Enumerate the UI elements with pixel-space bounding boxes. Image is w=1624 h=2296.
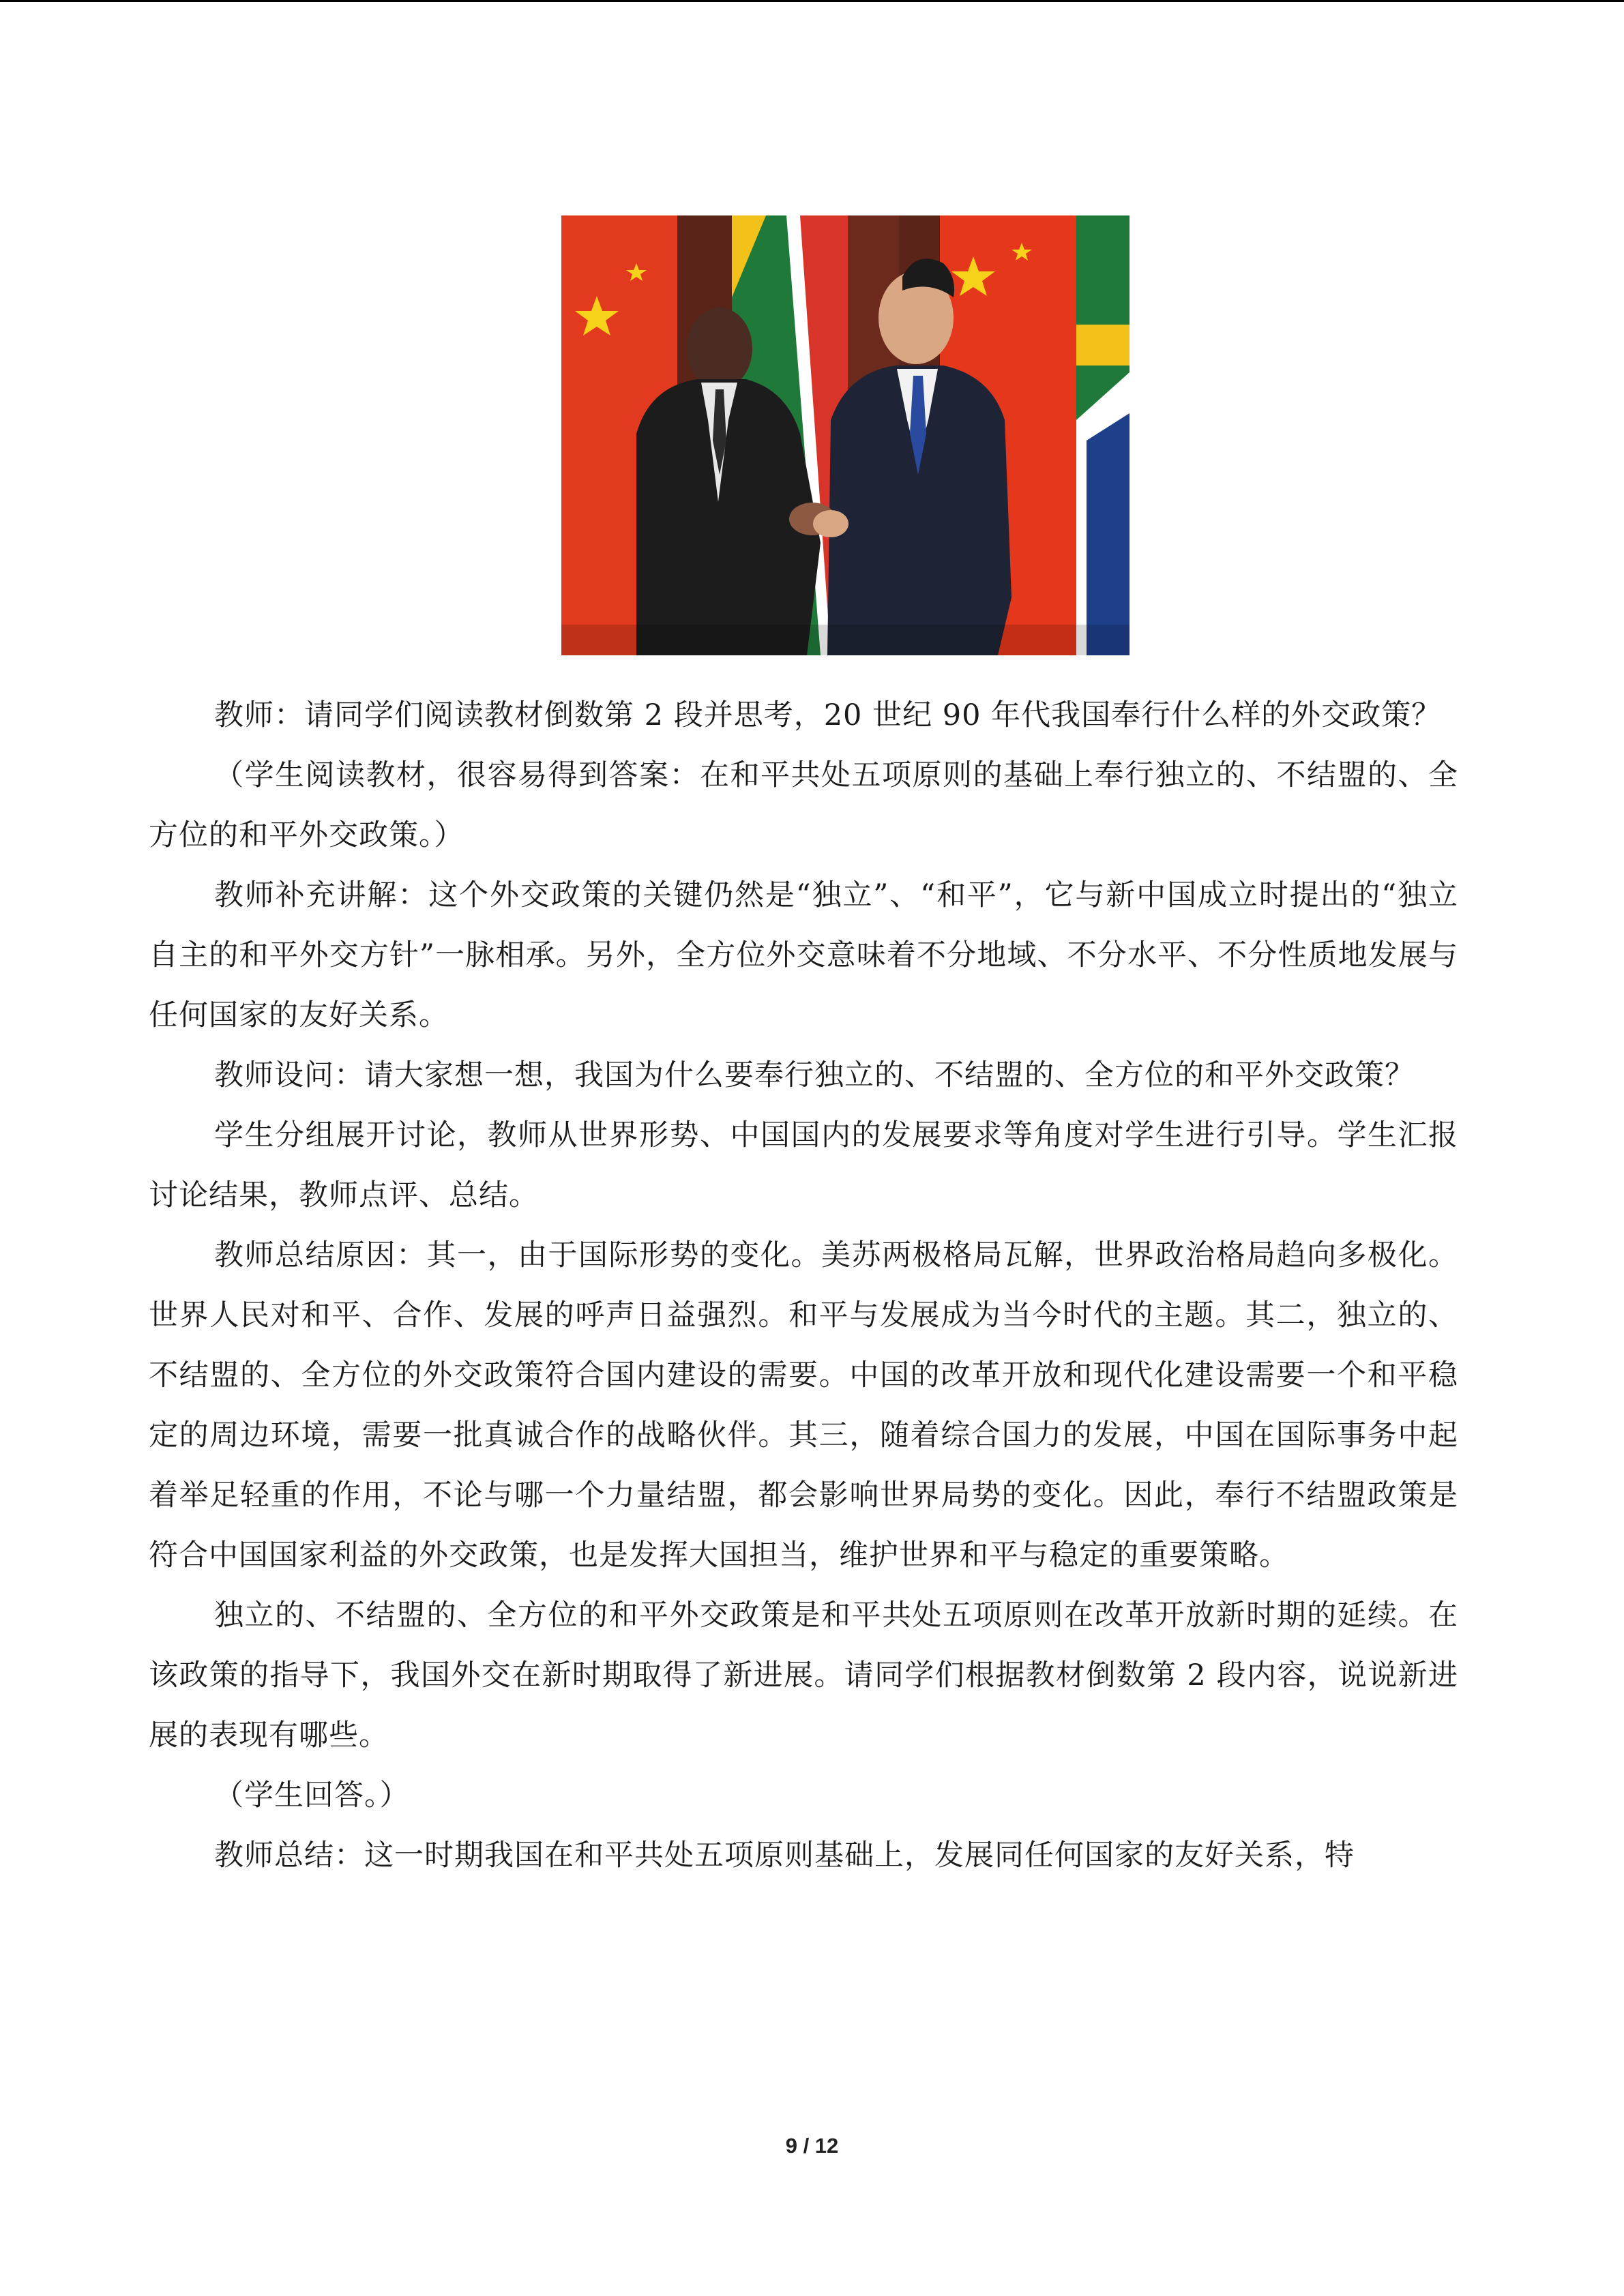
body-text: [149, 685, 1458, 1885]
paragraph-teacher-summary: 教师总结：这一时期我国在和平共处五项原则基础上，发展同任何国家的友好关系，特: [214, 1838, 1355, 1873]
paragraph-teacher-supplement: 教师补充讲解：这个外交政策的关键仍然是“独立”、“和平”，它与新中国成立时提出的“独立自主的和平外交方针”一脉相承。另外，全方位外交意味着不分地域、不分水平、不分性质地发展与任何国家的友好关系。: [149, 878, 1458, 1032]
paragraph-teacher-question: 教师设问：请大家想一想，我国为什么要奉行独立的、不结盟的、全方位的和平外交政策？: [214, 1058, 1415, 1092]
paragraph-policy-continuation: 独立的、不结盟的、全方位的和平外交政策是和平共处五项原则在改革开放新时期的延续。在该政策的指导下，我国外交在新时期取得了新进展。请同学们根据教材倒数第 2 段内容，说说新进展的表现有哪些。: [149, 1598, 1458, 1753]
paragraph-question-policy: 教师：请同学们阅读教材倒数第 2 段并思考，20 世纪 90 年代我国奉行什么样的外交政策？: [214, 698, 1442, 732]
photo-icon: [561, 215, 1130, 655]
paragraph-teacher-summary-reasons: 教师总结原因：其一，由于国际形势的变化。美苏两极格局瓦解，世界政治格局趋向多极化。世界人民对和平、合作、发展的呼声日益强烈。和平与发展成为当今时代的主题。其二，独立的、不结盟的、全方位的外交政策符合国内建设的需要。中国的改革开放和现代化建设需要一个和平稳定的周边环境，需要一批真诚合作的战略伙伴。其三，随着综合国力的发展，中国在国际事务中起着举足轻重的作用，不论与哪一个力量结盟，都会影响世界局势的变化。因此，奉行不结盟政策是符合中国国家利益的外交政策，也是发挥大国担当，维护世界和平与稳定的重要策略。: [149, 1238, 1458, 1572]
page-number: 9 / 12: [785, 2134, 839, 2158]
paragraph-group-discussion: 学生分组展开讨论，教师从世界形势、中国国内的发展要求等角度对学生进行引导。学生汇报讨论结果，教师点评、总结。: [149, 1118, 1458, 1212]
handshake-photo: [561, 215, 1130, 655]
paragraph-student-response: （学生回答。）: [214, 1778, 410, 1813]
paragraph-student-answer: （学生阅读教材，很容易得到答案：在和平共处五项原则的基础上奉行独立的、不结盟的、全方位的和平外交政策。）: [149, 758, 1458, 852]
